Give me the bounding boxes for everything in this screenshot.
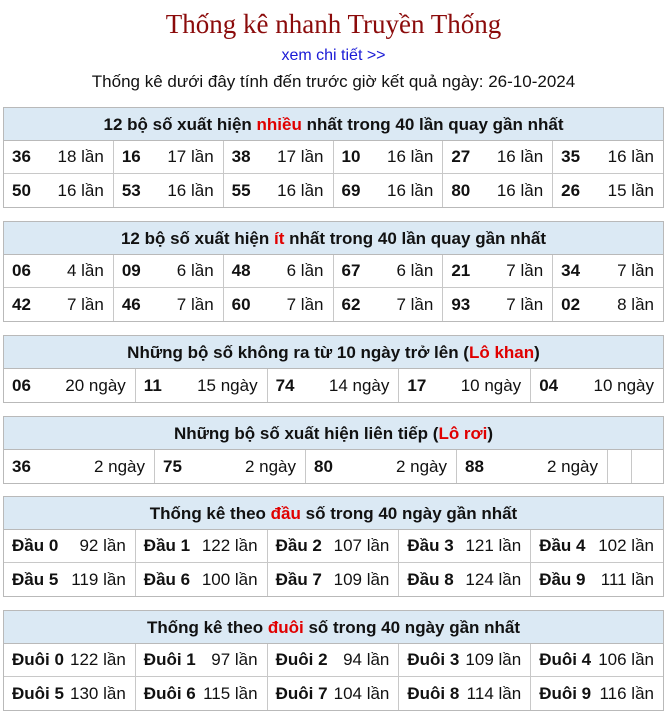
stat-key: Đuôi 1 xyxy=(143,650,196,669)
highlight-text: nhiều xyxy=(256,115,302,134)
dau-stats-section xyxy=(3,496,664,597)
stat-cell xyxy=(334,288,444,321)
stat-value: 16 lần xyxy=(57,180,104,200)
stat-key: Đuôi 9 xyxy=(539,683,592,703)
stat-value: 16 lần xyxy=(277,180,324,200)
stat-cell xyxy=(531,563,663,596)
date-note: Thống kê dưới đây tính đến trước giờ kết quả ngày: 26-10-2024 xyxy=(91,72,576,91)
stat-cell xyxy=(268,530,400,563)
stat-cell xyxy=(399,563,531,596)
stat-value: 16 lần xyxy=(387,147,434,166)
stat-value: 102 lần xyxy=(598,536,654,555)
stat-key: 93 xyxy=(451,294,471,314)
stat-key: 36 xyxy=(12,147,31,166)
stat-key: Đuôi 5 xyxy=(12,683,64,703)
stat-cell xyxy=(334,174,444,207)
stat-value: 109 lần xyxy=(465,650,522,669)
stat-value: 16 lần xyxy=(167,180,214,200)
stat-value: 16 lần xyxy=(387,180,434,200)
stat-cell xyxy=(399,677,531,710)
stat-key: 55 xyxy=(231,180,251,200)
stat-cell xyxy=(531,644,663,677)
stat-key: Đầu 7 xyxy=(275,569,322,589)
stat-cell xyxy=(136,530,268,563)
stat-value: 17 lần xyxy=(277,147,324,166)
stat-value: 8 lần xyxy=(617,294,654,314)
stat-cell xyxy=(4,255,114,288)
highlight-text: Lô khan xyxy=(468,343,535,362)
stat-value: 16 lần xyxy=(496,180,544,200)
stat-value: 16 lần xyxy=(496,147,544,166)
stat-value: 17 lần xyxy=(167,147,214,166)
stat-value: 114 lần xyxy=(466,683,522,703)
stat-value: 10 ngày xyxy=(460,375,522,395)
stat-key: 88 xyxy=(465,456,484,476)
stat-value: 115 lần xyxy=(203,683,258,703)
stat-value: 16 lần xyxy=(607,147,654,166)
stat-key: 27 xyxy=(451,147,471,166)
stat-value: 2 ngày xyxy=(93,456,145,476)
stat-value: 7 lần xyxy=(66,294,104,314)
stat-cell xyxy=(443,141,553,174)
stat-value: 116 lần xyxy=(599,683,654,703)
stat-key: 50 xyxy=(12,180,31,200)
stat-key: 36 xyxy=(12,456,31,476)
stat-value: 104 lần xyxy=(333,683,390,703)
stat-cell xyxy=(4,450,155,483)
stat-cell xyxy=(531,677,663,710)
stat-key: Đầu 3 xyxy=(407,536,454,555)
stat-cell xyxy=(136,644,268,677)
stat-key: 42 xyxy=(12,294,31,314)
stat-value: 124 lần xyxy=(465,569,522,589)
stat-cell xyxy=(553,141,663,174)
stat-value: 7 lần xyxy=(396,294,434,314)
stat-value: 122 lần xyxy=(70,650,126,669)
stat-value: 7 lần xyxy=(506,294,544,314)
stat-value: 7 lần xyxy=(506,261,544,280)
stat-cell xyxy=(443,255,553,288)
stat-cell xyxy=(136,369,268,402)
stat-cell xyxy=(553,174,663,207)
stat-value: 6 lần xyxy=(176,261,214,280)
stat-key: 06 xyxy=(12,261,31,280)
highlight-text: đuôi xyxy=(267,618,304,637)
duoi-stats-section xyxy=(3,610,664,711)
stat-value: 100 lần xyxy=(201,569,258,589)
stat-cell xyxy=(136,563,268,596)
stat-value: 18 lần xyxy=(57,147,104,166)
stat-key: 75 xyxy=(163,456,182,476)
stat-value: 2 ngày xyxy=(546,456,598,476)
highlight-text: đầu xyxy=(270,504,301,523)
stat-value: 106 lần xyxy=(598,650,654,669)
stat-value: 7 lần xyxy=(617,261,654,280)
highlight-text: Lô rơi xyxy=(438,424,488,443)
stat-value: 7 lần xyxy=(286,294,324,314)
stat-key: Đầu 4 xyxy=(539,536,586,555)
stat-key: 35 xyxy=(561,147,581,166)
stat-value: 2 ngày xyxy=(244,456,296,476)
stat-cell xyxy=(457,450,608,483)
stat-cell xyxy=(531,369,663,402)
stat-value: 94 lần xyxy=(343,650,390,669)
stat-cell xyxy=(4,369,136,402)
stat-key: 02 xyxy=(561,294,581,314)
empty-cell xyxy=(632,450,663,483)
stat-cell xyxy=(268,644,400,677)
empty-cell xyxy=(608,450,632,483)
stat-key: 74 xyxy=(275,375,295,395)
stat-value: 6 lần xyxy=(396,261,434,280)
stat-cell xyxy=(4,563,136,596)
page-title: Thống kê nhanh Truyền Thống xyxy=(165,9,502,39)
stat-key: 06 xyxy=(12,375,31,395)
stat-cell xyxy=(531,530,663,563)
stat-cell xyxy=(268,369,400,402)
section-header: Những bộ số xuất hiện liên tiếp (Lô rơi) xyxy=(4,417,663,450)
stat-cell xyxy=(4,288,114,321)
stat-key: 60 xyxy=(231,294,251,314)
details-link[interactable]: xem chi tiết >> xyxy=(281,47,386,64)
stat-value: 119 lần xyxy=(71,569,126,589)
stat-cell xyxy=(224,174,334,207)
stat-key: Đầu 6 xyxy=(143,569,191,589)
stat-key: 17 xyxy=(407,375,427,395)
stat-key: 34 xyxy=(561,261,581,280)
stat-key: 48 xyxy=(231,261,251,280)
stat-key: 16 xyxy=(121,147,141,166)
stat-cell xyxy=(399,644,531,677)
stat-cell xyxy=(334,255,444,288)
stat-key: 11 xyxy=(143,375,162,395)
stat-cell xyxy=(399,530,531,563)
stat-value: 20 ngày xyxy=(65,375,126,395)
stat-key: 69 xyxy=(341,180,361,200)
stat-cell xyxy=(4,644,136,677)
lo-roi-section xyxy=(3,416,664,484)
stat-cell xyxy=(553,288,663,321)
stat-cell xyxy=(4,677,136,710)
stat-key: 26 xyxy=(561,180,581,200)
stat-cell xyxy=(443,174,553,207)
stat-value: 15 ngày xyxy=(197,375,258,395)
stat-key: Đầu 5 xyxy=(12,569,59,589)
stat-key: 62 xyxy=(341,294,361,314)
stat-key: 67 xyxy=(341,261,361,280)
stat-value: 6 lần xyxy=(286,261,324,280)
stat-value: 2 ngày xyxy=(395,456,447,476)
stat-key: 53 xyxy=(121,180,141,200)
stat-value: 14 ngày xyxy=(328,375,390,395)
stat-cell xyxy=(224,288,334,321)
stat-key: Đuôi 0 xyxy=(12,650,64,669)
stat-value: 7 lần xyxy=(176,294,214,314)
stat-cell xyxy=(224,255,334,288)
section-header: Thống kê theo đầu số trong 40 ngày gần nhất xyxy=(4,497,663,530)
stat-cell xyxy=(114,174,224,207)
stat-cell xyxy=(224,141,334,174)
stat-value: 15 lần xyxy=(607,180,654,200)
stat-value: 122 lần xyxy=(201,536,258,555)
highlight-text: ít xyxy=(274,229,285,248)
section-header: 12 bộ số xuất hiện ít nhất trong 40 lần quay gần nhất xyxy=(4,222,663,255)
stat-cell xyxy=(114,255,224,288)
stat-cell xyxy=(334,141,444,174)
stat-key: Đuôi 3 xyxy=(407,650,460,669)
stat-key: Đuôi 7 xyxy=(275,683,328,703)
stat-cell xyxy=(114,141,224,174)
stat-key: 10 xyxy=(341,147,361,166)
stat-key: Đầu 0 xyxy=(12,536,59,555)
stat-cell xyxy=(268,563,400,596)
stat-key: 09 xyxy=(121,261,141,280)
stat-key: Đuôi 8 xyxy=(407,683,460,703)
stat-key: Đuôi 6 xyxy=(143,683,196,703)
stat-cell xyxy=(306,450,457,483)
section-header: Những bộ số không ra từ 10 ngày trở lên (Lô khan) xyxy=(4,336,663,369)
most-frequent-section xyxy=(3,107,664,208)
stat-value: 10 ngày xyxy=(593,375,654,395)
section-header: 12 bộ số xuất hiện nhiều nhất trong 40 lần quay gần nhất xyxy=(4,108,663,141)
stat-key: 38 xyxy=(231,147,251,166)
stat-value: 109 lần xyxy=(333,569,390,589)
stat-cell xyxy=(399,369,531,402)
stat-value: 4 lần xyxy=(66,261,104,280)
stat-cell xyxy=(136,677,268,710)
stat-value: 107 lần xyxy=(333,536,390,555)
stat-cell xyxy=(4,174,114,207)
stat-cell xyxy=(4,530,136,563)
stat-key: 80 xyxy=(314,456,333,476)
stat-cell xyxy=(114,288,224,321)
least-frequent-section xyxy=(3,221,664,322)
stat-key: 80 xyxy=(451,180,471,200)
stat-cell xyxy=(443,288,553,321)
stat-cell xyxy=(553,255,663,288)
stat-cell xyxy=(4,141,114,174)
stat-key: 46 xyxy=(121,294,141,314)
stat-value: 121 lần xyxy=(465,536,522,555)
stat-cell xyxy=(268,677,400,710)
stat-key: Đuôi 4 xyxy=(539,650,592,669)
stat-key: Đầu 1 xyxy=(143,536,191,555)
stat-key: Đầu 8 xyxy=(407,569,454,589)
lo-khan-section xyxy=(3,335,664,403)
stat-value: 130 lần xyxy=(70,683,126,703)
stat-value: 92 lần xyxy=(79,536,126,555)
stat-key: Đuôi 2 xyxy=(275,650,328,669)
stat-key: 04 xyxy=(539,375,559,395)
section-header: Thống kê theo đuôi số trong 40 ngày gần nhất xyxy=(4,611,663,644)
stat-key: Đầu 9 xyxy=(539,569,586,589)
stat-key: Đầu 2 xyxy=(275,536,322,555)
stat-cell xyxy=(155,450,306,483)
stat-key: 21 xyxy=(451,261,471,280)
stat-value: 111 lần xyxy=(600,569,654,589)
stat-value: 97 lần xyxy=(211,650,258,669)
